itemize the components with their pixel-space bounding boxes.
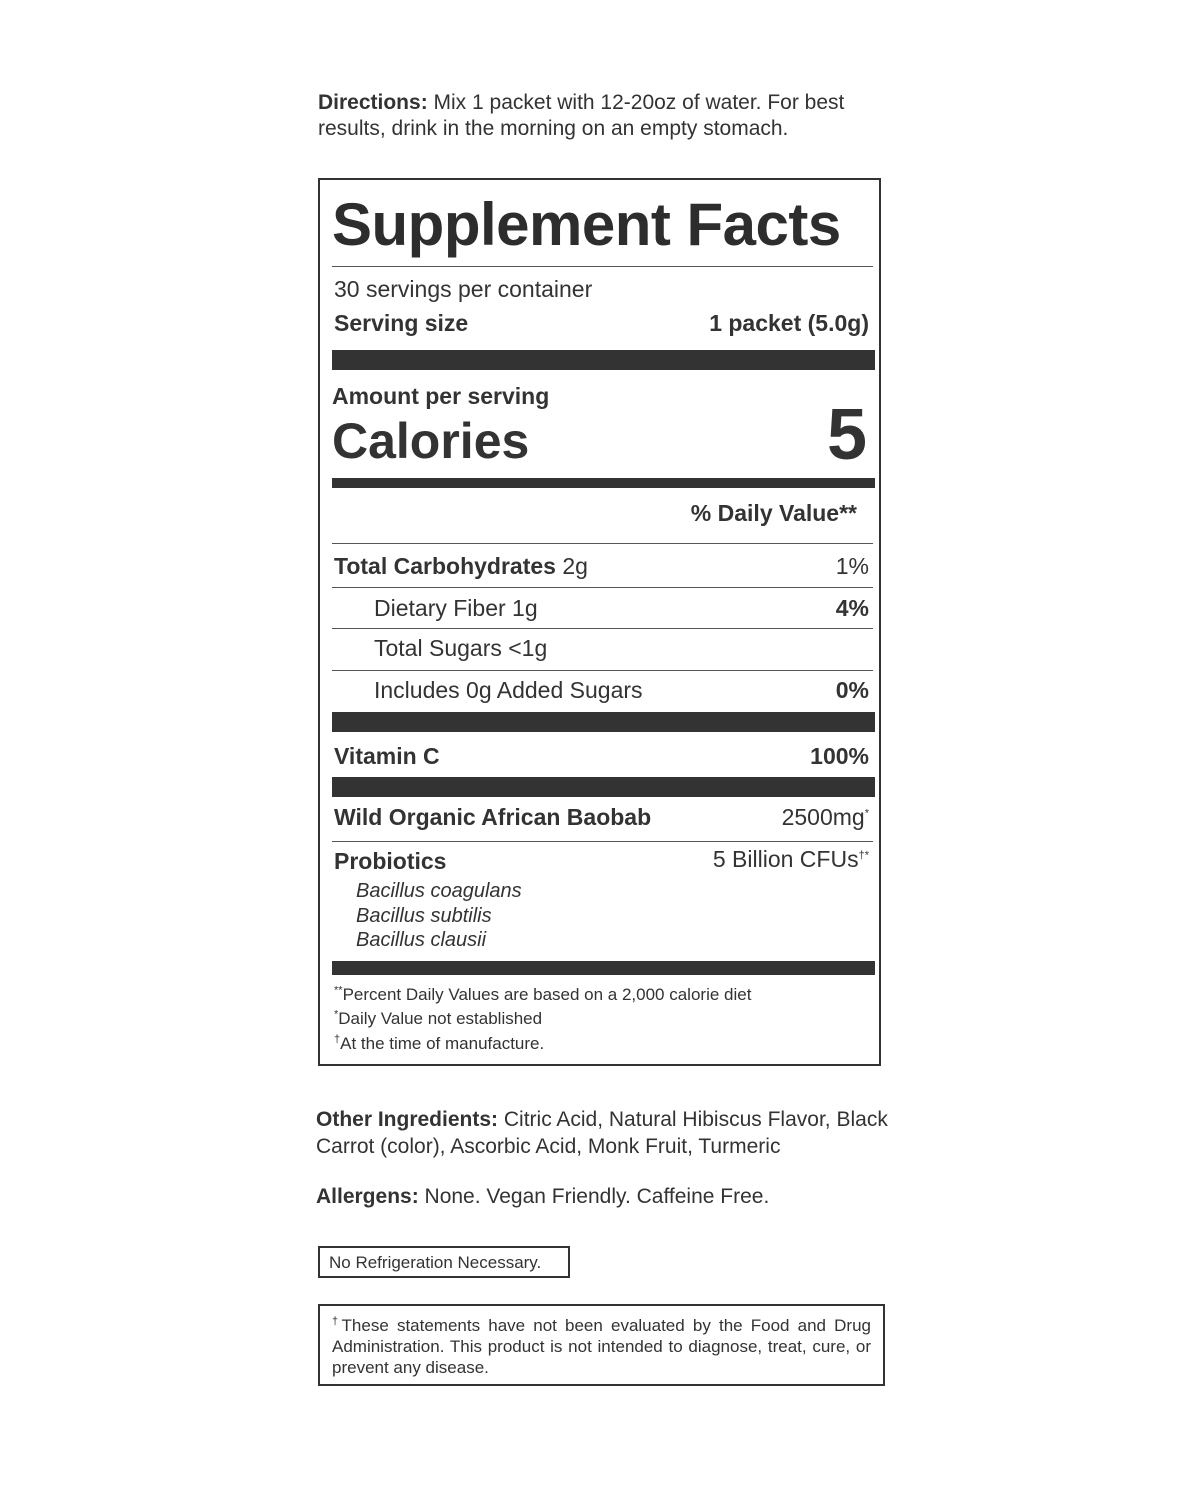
divider (332, 670, 873, 671)
probiotics-mark: †* (858, 849, 869, 862)
divider (332, 266, 873, 267)
disclaimer-text: These statements have not been evaluated by the Food and Drug Administration. This product is not intended to diagnose, treat, cure, or prevent any disease. (332, 1316, 871, 1377)
probiotic-strain: Bacillus subtilis (356, 905, 492, 927)
thick-divider (332, 961, 875, 975)
nutrient-total-carbohydrates (334, 553, 588, 580)
allergens-label: Allergens: (316, 1185, 419, 1208)
divider (332, 628, 873, 629)
supplement-facts-panel (318, 178, 881, 1066)
footnote (334, 1034, 544, 1054)
footnote-mark: † (334, 1033, 341, 1046)
servings-per-container: 30 servings per container (334, 276, 593, 302)
nutrient-dv: 4% (835, 595, 869, 621)
nutrient-amount: 2g (562, 553, 588, 579)
nutrient-dietary-fiber: Dietary Fiber 1g (374, 595, 538, 621)
thick-divider (332, 777, 875, 797)
probiotics-amount: 5 Billion CFUs (712, 846, 859, 872)
fda-disclaimer (318, 1304, 885, 1386)
vitamin-c-dv: 100% (810, 743, 869, 769)
probiotics-name: Probiotics (334, 848, 447, 874)
serving-size-value: 1 packet (5.0g) (709, 310, 869, 336)
thick-divider (332, 350, 875, 370)
amount-per-serving: Amount per serving (332, 383, 550, 409)
probiotic-strain: Bacillus coagulans (356, 880, 522, 902)
directions-body: Mix 1 packet with 12-20oz of water. For best results, drink in the morning on an empty stomach. (318, 91, 845, 140)
calories-value: 5 (826, 395, 867, 475)
baobab-name: Wild Organic African Baobab (334, 804, 652, 830)
baobab-mark: * (864, 807, 869, 820)
divider (332, 841, 873, 842)
daily-value-header: % Daily Value** (690, 500, 857, 526)
divider (332, 587, 873, 588)
footnote-mark: * (334, 1008, 339, 1021)
allergens (316, 1183, 896, 1210)
other-ingredients-label: Other Ingredients: (316, 1108, 499, 1131)
storage-note: No Refrigeration Necessary. (318, 1246, 570, 1278)
nutrient-total-sugars: Total Sugars <1g (374, 635, 548, 661)
mid-divider (332, 478, 875, 488)
footnote (334, 1009, 542, 1029)
nutrient-dv: 0% (835, 677, 869, 703)
nutrient-name: Total Carbohydrates (334, 553, 556, 579)
probiotics-amount-cell (713, 846, 869, 873)
divider (332, 543, 873, 544)
other-ingredients-text: Citric Acid, Natural Hibiscus Flavor, Black Carrot (color), Ascorbic Acid, Monk Fruit, Turmeric (316, 1108, 888, 1158)
thick-divider (332, 712, 875, 732)
calories-label: Calories (332, 413, 530, 469)
baobab-amount-cell (782, 804, 869, 831)
footnote-mark: ** (334, 984, 343, 997)
other-ingredients (316, 1106, 896, 1160)
allergens-text: None. Vegan Friendly. Caffeine Free. (418, 1185, 770, 1208)
facts-title: Supplement Facts (332, 191, 841, 258)
footnote (334, 985, 751, 1005)
disclaimer-mark: † (332, 1315, 342, 1328)
nutrient-dv: 1% (835, 553, 869, 579)
vitamin-c-name: Vitamin C (334, 743, 440, 769)
directions-label: Directions: (318, 91, 428, 114)
directions-text (318, 90, 888, 142)
probiotic-strain: Bacillus clausii (356, 929, 487, 951)
footnote-text: Daily Value not established (338, 1009, 543, 1028)
baobab-amount: 2500mg (781, 804, 865, 830)
footnote-text: At the time of manufacture. (340, 1034, 545, 1053)
footnote-text: Percent Daily Values are based on a 2,000 calorie diet (342, 985, 752, 1004)
serving-size-label: Serving size (334, 310, 469, 336)
nutrient-added-sugars: Includes 0g Added Sugars (374, 677, 643, 703)
